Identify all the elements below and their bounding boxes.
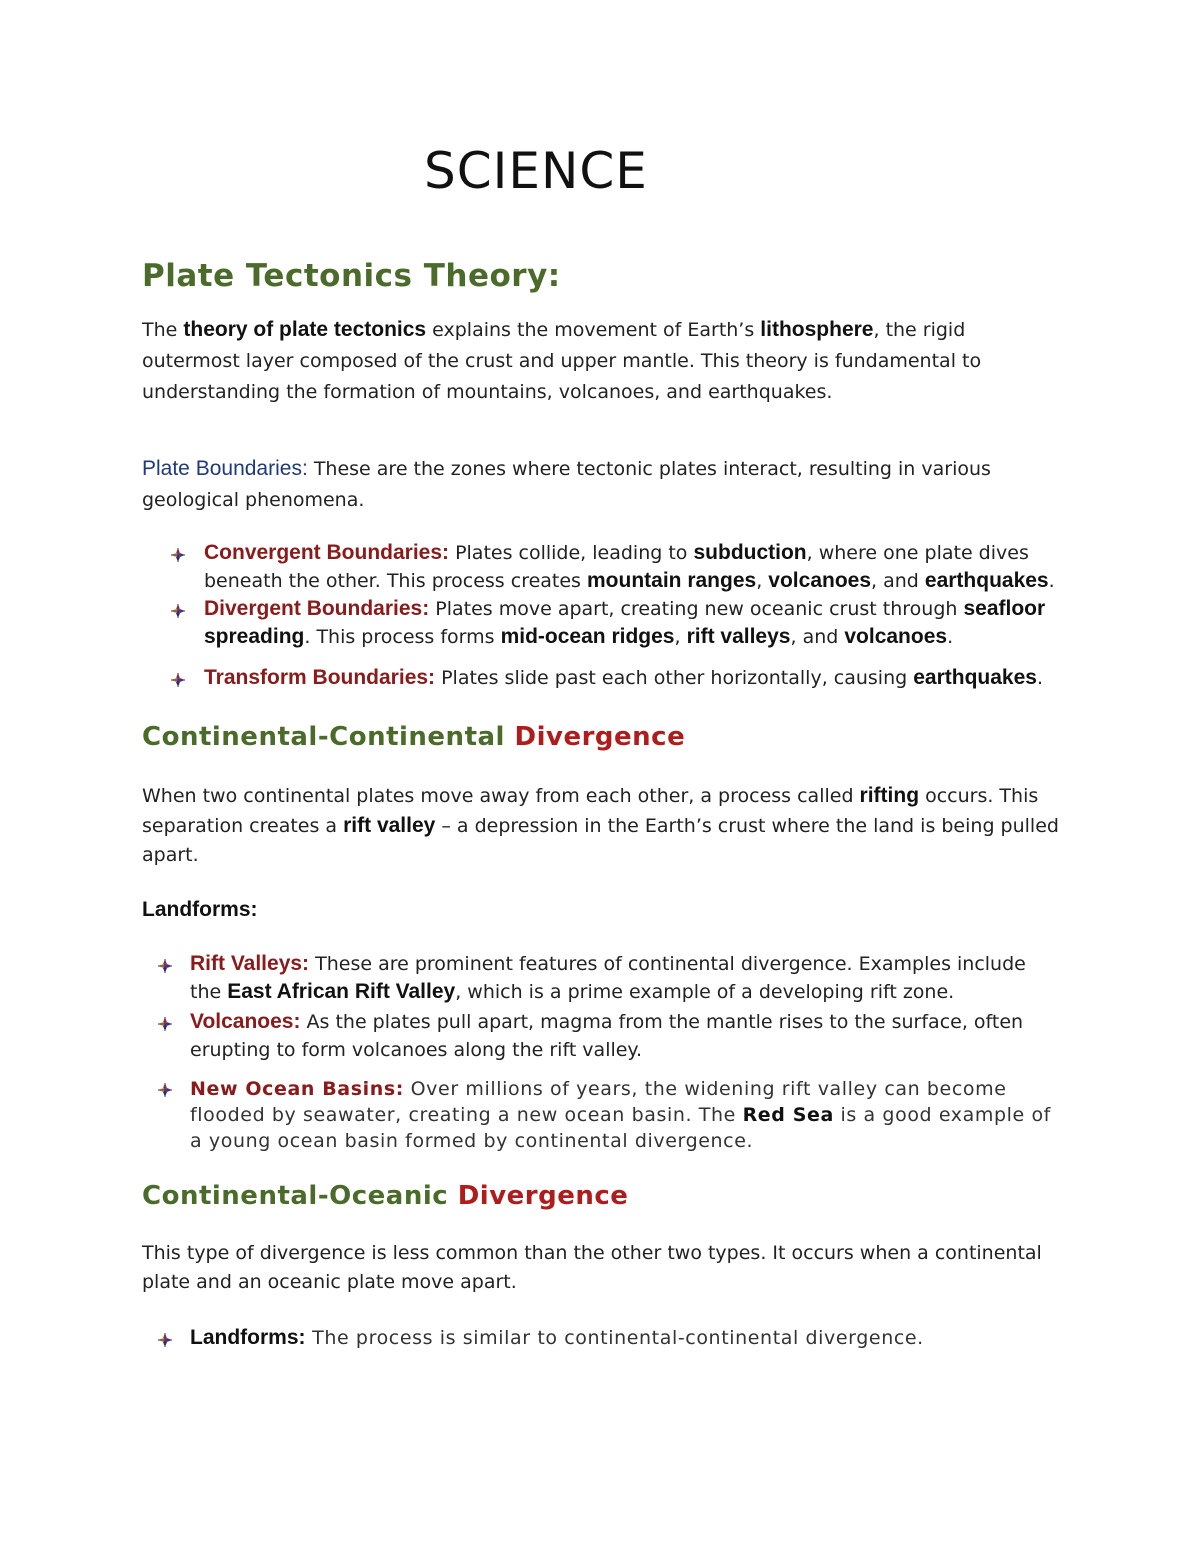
bullet-icon [157, 958, 173, 974]
continental-oceanic-paragraph: This type of divergence is less common than the other two types. It occurs when a continental plate and an oceanic plate move apart. [142, 1242, 1042, 1293]
landforms-label: Landforms: [142, 898, 258, 921]
plate-boundaries-paragraph: Plate Boundaries: These are the zones where tectonic plates interact, resulting in various geological phenomena. [142, 457, 991, 511]
bullet-icon [170, 672, 186, 688]
heading-continental-continental-divergence: Continental-Continental Divergence [142, 722, 686, 752]
bullet-icon [157, 1082, 173, 1098]
list-item-transform: Transform Boundaries: Plates slide past each other horizontally, causing earthquakes. [204, 666, 1044, 689]
heading-continental-oceanic-divergence: Continental-Oceanic Divergence [142, 1181, 629, 1211]
list-item-rift-valleys: Rift Valleys: These are prominent features of continental divergence. Examples include the East African Rift Valley, which is a prime example of a developing rift zone. [190, 952, 1026, 1003]
bullet-icon [170, 547, 186, 563]
heading-plate-tectonics-theory: Plate Tectonics Theory: [142, 258, 561, 294]
intro-paragraph: The theory of plate tectonics explains the movement of Earth’s lithosphere, the rigid outermost layer composed of the crust and upper mantle. This theory is fundamental to understanding the formation of mountains, volcanoes, and earthquakes. [142, 318, 982, 403]
list-item-volcanoes: Volcanoes: As the plates pull apart, magma from the mantle rises to the surface, often erupting to form volcanoes along the rift valley. [190, 1010, 1024, 1061]
page-title: SCIENCE [424, 142, 648, 200]
list-item-new-ocean-basins: New Ocean Basins: Over millions of years, the widening rift valley can become flooded by seawater, creating a new ocean basin. The Red Sea is a good example of a young ocean basin formed by continental divergence. [190, 1078, 1051, 1152]
list-item-landforms: Landforms: The process is similar to continental-continental divergence. [190, 1326, 924, 1349]
plate-boundaries-label: Plate Boundaries: [142, 457, 308, 480]
bullet-icon [157, 1016, 173, 1032]
bullet-icon [170, 603, 186, 619]
rifting-paragraph: When two continental plates move away from each other, a process called rifting occurs. This separation creates a rift valley – a depression in the Earth’s crust where the land is being pulled apart. [142, 784, 1059, 866]
bullet-icon [157, 1332, 173, 1348]
list-item-convergent: Convergent Boundaries: Plates collide, leading to subduction, where one plate dives beneath the other. This process creates mountain ranges, volcanoes, and earthquakes. [204, 541, 1055, 592]
list-item-divergent: Divergent Boundaries: Plates move apart, creating new oceanic crust through seafloor spreading. This process forms mid-ocean ridges, rift valleys, and volcanoes. [204, 597, 1046, 648]
